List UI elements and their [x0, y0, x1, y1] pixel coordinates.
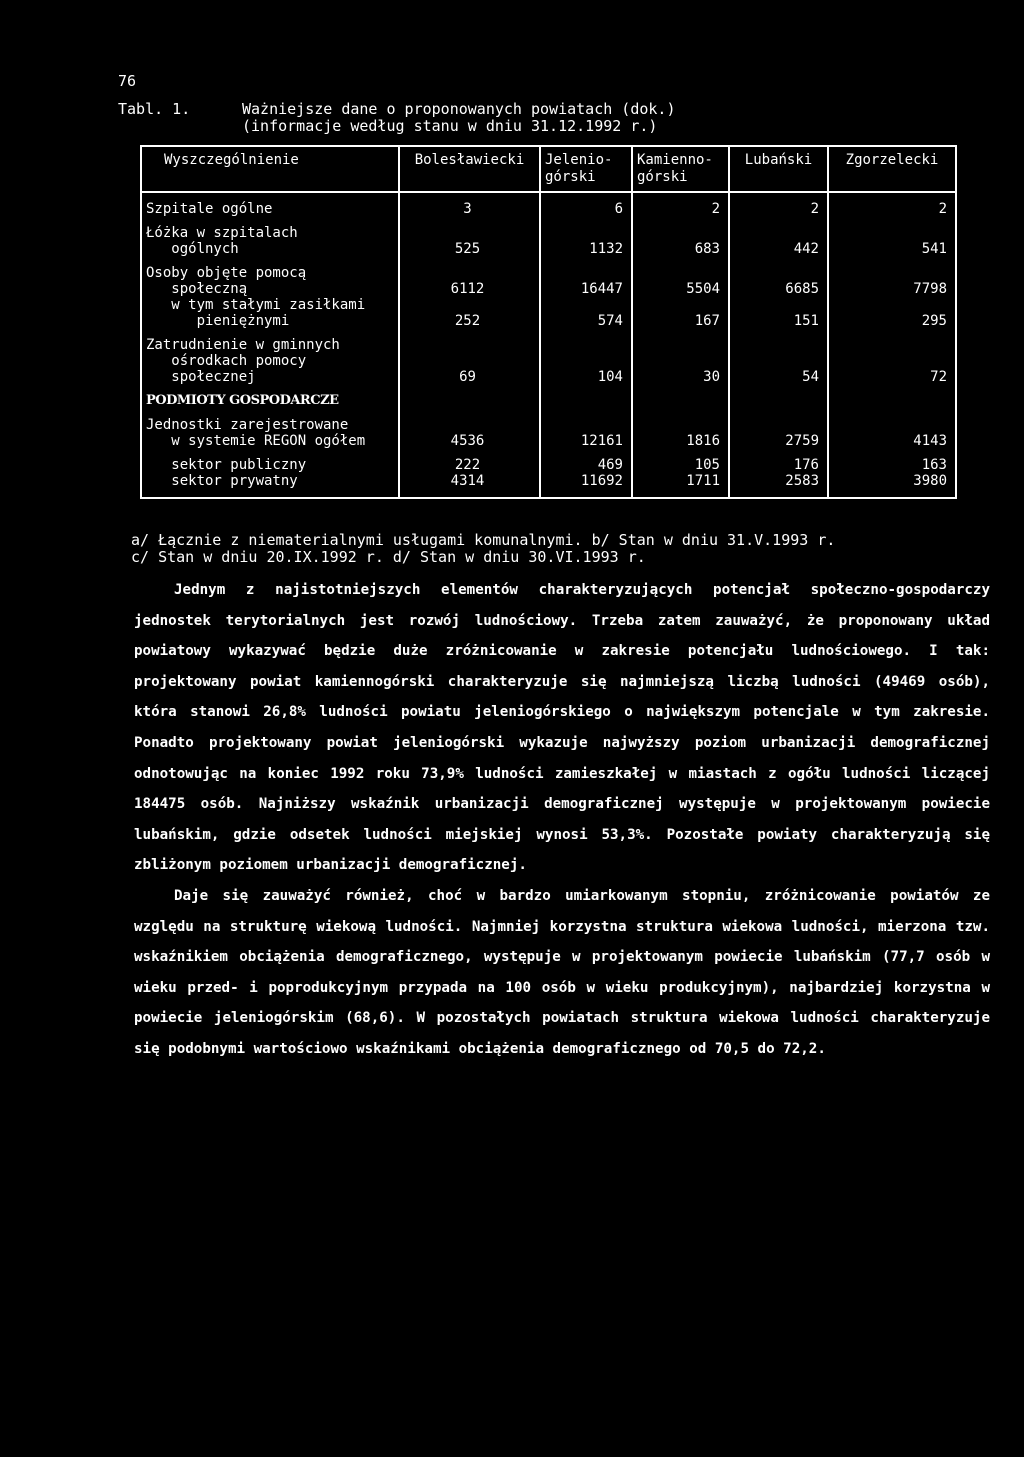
header-lubanski: Lubański	[729, 146, 828, 192]
cell-value: 167	[632, 297, 729, 329]
cell-value: 1816	[632, 417, 729, 449]
header-jeleniogorski: Jelenio- górski	[540, 146, 632, 192]
table-subtitle: (informacje według stanu w dniu 31.12.1992 r.)	[242, 117, 658, 135]
cell-value: 1132	[540, 225, 632, 257]
row-label: Osoby objęte pomocą społeczną	[146, 265, 307, 297]
cell-value: 176	[729, 457, 828, 473]
table-row	[141, 265, 956, 297]
header-wyszczegolnienie: Wyszczególnienie	[141, 146, 399, 192]
cell-value: 525	[399, 225, 540, 257]
table-caption	[118, 101, 675, 135]
data-table	[140, 145, 957, 499]
cell-value: 16447	[540, 265, 632, 297]
cell-value: 252	[399, 297, 540, 329]
cell-value: 105	[632, 457, 729, 473]
body-text	[134, 575, 990, 1065]
cell-value: 469	[540, 457, 632, 473]
cell-value: 295	[828, 297, 956, 329]
row-label: Szpitale ogólne	[146, 201, 273, 217]
cell-value: 54	[729, 337, 828, 385]
header-zgorzelecki: Zgorzelecki	[828, 146, 956, 192]
table-row	[141, 417, 956, 449]
cell-value: 69	[399, 337, 540, 385]
cell-value: 6685	[729, 265, 828, 297]
table-row	[141, 457, 956, 473]
row-label: sektor publiczny	[146, 457, 307, 473]
cell-value: 163	[828, 457, 956, 473]
table-row	[141, 297, 956, 329]
cell-value: 5504	[632, 265, 729, 297]
cell-value: 2583	[729, 473, 828, 489]
cell-value: 72	[828, 337, 956, 385]
row-label: Jednostki zarejestrowane w systemie REGON ogółem	[146, 417, 366, 449]
row-label: Zatrudnienie w gminnych ośrodkach pomocy społecznej	[146, 337, 340, 385]
cell-value: 6112	[399, 265, 540, 297]
cell-value: 222	[399, 457, 540, 473]
cell-value: 2	[729, 201, 828, 217]
cell-value: 151	[729, 297, 828, 329]
paragraph: Jednym z najistotniejszych elementów charakteryzujących potencjał społeczno-gospodarczy jednostek terytorialnych jest rozwój ludnościowy. Trzeba zatem zauważyć, że proponowany układ powiatowy wykazywać będzie duże zróżnicowanie w zakresie potencjału ludnościowego. I tak: projektowany powiat kamiennogórski charakteryzuje się najmniejszą liczbą ludności (49469 osób), która stanowi 26,8% ludności powiatu jeleniogórskiego o największym potencjale w tym zakresie. Ponadto projektowany powiat jeleniogórski wykazuje najwyższy poziom urbanizacji demograficznej odnotowując na koniec 1992 roku 73,9% ludności zamieszkałej w miastach z ogółu ludności liczącej 184475 osób. Najniższy wskaźnik urbanizacji demograficznej występuje w projektowanym powiecie lubańskim, gdzie odsetek ludności miejskiej wynosi 53,3%. Pozostałe powiaty charakteryzują się zbliżonym poziomem urbanizacji demograficznej.	[134, 582, 990, 874]
section-heading: PODMIOTY GOSPODARCZE	[146, 393, 339, 408]
cell-value: 683	[632, 225, 729, 257]
table-row	[141, 473, 956, 489]
cell-value: 3980	[828, 473, 956, 489]
cell-value: 104	[540, 337, 632, 385]
cell-value: 3	[399, 201, 540, 217]
cell-value: 2759	[729, 417, 828, 449]
cell-value: 4143	[828, 417, 956, 449]
cell-value: 4314	[399, 473, 540, 489]
header-kamiennogorski: Kamienno- górski	[632, 146, 729, 192]
cell-value: 2	[632, 201, 729, 217]
cell-value: 442	[729, 225, 828, 257]
cell-value: 6	[540, 201, 632, 217]
cell-value: 1711	[632, 473, 729, 489]
cell-value: 574	[540, 297, 632, 329]
cell-value: 4536	[399, 417, 540, 449]
row-label: sektor prywatny	[146, 473, 298, 489]
footnote-line: c/ Stan w dniu 20.IX.1992 r. d/ Stan w dniu 30.VI.1993 r.	[131, 548, 646, 566]
cell-value: 541	[828, 225, 956, 257]
header-boleslawiecki: Bolesławiecki	[399, 146, 540, 192]
table-row	[141, 337, 956, 385]
cell-value: 11692	[540, 473, 632, 489]
page-number: 76	[118, 72, 137, 90]
table-header-row	[141, 146, 956, 192]
paragraph: Daje się zauważyć również, choć w bardzo umiarkowanym stopniu, zróżnicowanie powiatów ze względu na strukturę wiekową ludności. Najmniej korzystna struktura wiekowa ludności, mierzona tzw. wskaźnikiem obciążenia demograficznego, występuje w projektowanym powiecie lubańskim (77,7 osób w wieku przed- i poprodukcyjnym przypada na 100 osób w wieku produkcyjnym), najbardziej korzystna w powiecie jeleniogórskim (68,6). W pozostałych powiatach struktura wiekowa ludności charakteryzuje się podobnymi wartościowo wskaźnikami obciążenia demograficznego od 70,5 do 72,2.	[134, 887, 990, 1057]
row-label: w tym stałymi zasiłkami pieniężnymi	[171, 297, 366, 329]
table-footnotes	[131, 532, 971, 566]
table-row	[141, 201, 956, 217]
row-label: Łóżka w szpitalach ogólnych	[146, 225, 298, 257]
table-label: Tabl. 1.	[118, 100, 191, 118]
cell-value: 2	[828, 201, 956, 217]
table-title: Ważniejsze dane o proponowanych powiatach (dok.)	[242, 100, 676, 118]
cell-value: 12161	[540, 417, 632, 449]
cell-value: 30	[632, 337, 729, 385]
table-row	[141, 225, 956, 257]
table-section-row	[141, 393, 956, 409]
cell-value: 7798	[828, 265, 956, 297]
footnote-line: a/ Łącznie z niematerialnymi usługami komunalnymi. b/ Stan w dniu 31.V.1993 r.	[131, 531, 836, 549]
